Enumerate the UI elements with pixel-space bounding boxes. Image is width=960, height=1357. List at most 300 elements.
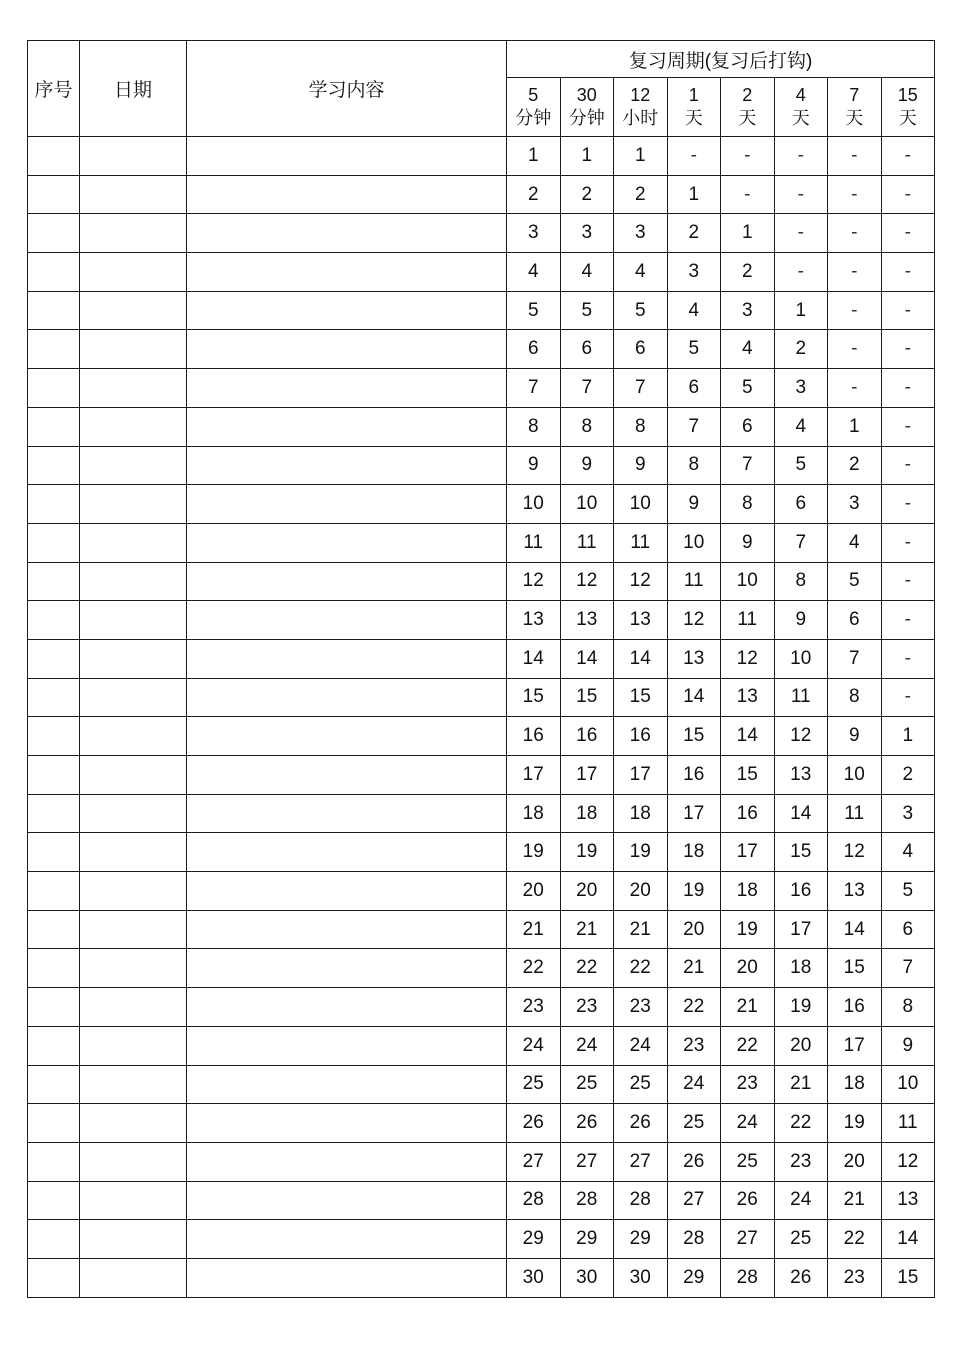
review-day-cell[interactable]: 15 bbox=[614, 678, 668, 717]
review-day-cell[interactable]: 21 bbox=[667, 949, 721, 988]
review-day-cell[interactable]: 4 bbox=[667, 291, 721, 330]
content-cell[interactable] bbox=[187, 253, 507, 292]
review-day-cell[interactable]: - bbox=[828, 291, 882, 330]
content-cell[interactable] bbox=[187, 291, 507, 330]
review-day-cell[interactable]: 21 bbox=[614, 910, 668, 949]
review-day-cell[interactable]: 2 bbox=[507, 175, 561, 214]
index-cell[interactable] bbox=[28, 1220, 80, 1259]
review-day-cell[interactable]: 22 bbox=[721, 1026, 775, 1065]
review-day-cell[interactable]: 3 bbox=[614, 214, 668, 253]
review-day-cell[interactable]: 11 bbox=[560, 523, 614, 562]
index-cell[interactable] bbox=[28, 523, 80, 562]
review-day-cell[interactable]: 2 bbox=[560, 175, 614, 214]
content-cell[interactable] bbox=[187, 639, 507, 678]
review-day-cell[interactable]: 21 bbox=[828, 1181, 882, 1220]
review-day-cell[interactable]: 10 bbox=[507, 485, 561, 524]
review-day-cell[interactable]: 1 bbox=[828, 407, 882, 446]
review-day-cell[interactable]: 14 bbox=[774, 794, 828, 833]
date-cell[interactable] bbox=[80, 949, 187, 988]
content-cell[interactable] bbox=[187, 1258, 507, 1297]
review-day-cell[interactable]: 14 bbox=[667, 678, 721, 717]
review-day-cell[interactable]: 24 bbox=[721, 1104, 775, 1143]
review-day-cell[interactable]: 27 bbox=[721, 1220, 775, 1259]
review-day-cell[interactable]: 9 bbox=[881, 1026, 935, 1065]
review-day-cell[interactable]: 20 bbox=[667, 910, 721, 949]
review-day-cell[interactable]: 4 bbox=[774, 407, 828, 446]
content-cell[interactable] bbox=[187, 1026, 507, 1065]
review-day-cell[interactable]: 17 bbox=[774, 910, 828, 949]
review-day-cell[interactable]: 5 bbox=[721, 369, 775, 408]
content-cell[interactable] bbox=[187, 523, 507, 562]
review-day-cell[interactable]: 3 bbox=[828, 485, 882, 524]
index-cell[interactable] bbox=[28, 639, 80, 678]
review-day-cell[interactable]: 11 bbox=[507, 523, 561, 562]
review-day-cell[interactable]: 22 bbox=[507, 949, 561, 988]
index-cell[interactable] bbox=[28, 1026, 80, 1065]
review-day-cell[interactable]: 6 bbox=[721, 407, 775, 446]
review-day-cell[interactable]: - bbox=[667, 137, 721, 176]
review-day-cell[interactable]: 13 bbox=[721, 678, 775, 717]
review-day-cell[interactable]: - bbox=[881, 330, 935, 369]
review-day-cell[interactable]: 2 bbox=[774, 330, 828, 369]
review-day-cell[interactable]: 9 bbox=[560, 446, 614, 485]
date-cell[interactable] bbox=[80, 1104, 187, 1143]
review-day-cell[interactable]: 26 bbox=[667, 1142, 721, 1181]
review-day-cell[interactable]: 20 bbox=[507, 872, 561, 911]
date-cell[interactable] bbox=[80, 330, 187, 369]
review-day-cell[interactable]: 26 bbox=[507, 1104, 561, 1143]
review-day-cell[interactable]: 8 bbox=[881, 988, 935, 1027]
content-cell[interactable] bbox=[187, 407, 507, 446]
content-cell[interactable] bbox=[187, 1142, 507, 1181]
review-day-cell[interactable]: 13 bbox=[667, 639, 721, 678]
review-day-cell[interactable]: - bbox=[881, 562, 935, 601]
date-cell[interactable] bbox=[80, 794, 187, 833]
review-day-cell[interactable]: 19 bbox=[507, 833, 561, 872]
review-day-cell[interactable]: 12 bbox=[614, 562, 668, 601]
review-day-cell[interactable]: 19 bbox=[774, 988, 828, 1027]
review-day-cell[interactable]: 28 bbox=[667, 1220, 721, 1259]
review-day-cell[interactable]: 11 bbox=[828, 794, 882, 833]
date-cell[interactable] bbox=[80, 833, 187, 872]
review-day-cell[interactable]: 5 bbox=[828, 562, 882, 601]
content-cell[interactable] bbox=[187, 872, 507, 911]
date-cell[interactable] bbox=[80, 1065, 187, 1104]
review-day-cell[interactable]: 19 bbox=[614, 833, 668, 872]
review-day-cell[interactable]: 4 bbox=[560, 253, 614, 292]
review-day-cell[interactable]: 6 bbox=[614, 330, 668, 369]
index-cell[interactable] bbox=[28, 1104, 80, 1143]
review-day-cell[interactable]: - bbox=[828, 253, 882, 292]
date-cell[interactable] bbox=[80, 1026, 187, 1065]
review-day-cell[interactable]: 22 bbox=[614, 949, 668, 988]
review-day-cell[interactable]: 8 bbox=[721, 485, 775, 524]
review-day-cell[interactable]: 15 bbox=[721, 756, 775, 795]
review-day-cell[interactable]: 12 bbox=[881, 1142, 935, 1181]
review-day-cell[interactable]: 10 bbox=[881, 1065, 935, 1104]
review-day-cell[interactable]: 17 bbox=[828, 1026, 882, 1065]
index-cell[interactable] bbox=[28, 717, 80, 756]
review-day-cell[interactable]: 1 bbox=[560, 137, 614, 176]
review-day-cell[interactable]: 15 bbox=[560, 678, 614, 717]
review-day-cell[interactable]: 11 bbox=[667, 562, 721, 601]
review-day-cell[interactable]: 13 bbox=[828, 872, 882, 911]
review-day-cell[interactable]: - bbox=[881, 137, 935, 176]
content-cell[interactable] bbox=[187, 717, 507, 756]
review-day-cell[interactable]: 27 bbox=[614, 1142, 668, 1181]
review-day-cell[interactable]: - bbox=[881, 175, 935, 214]
date-cell[interactable] bbox=[80, 717, 187, 756]
date-cell[interactable] bbox=[80, 639, 187, 678]
review-day-cell[interactable]: 8 bbox=[507, 407, 561, 446]
review-day-cell[interactable]: - bbox=[828, 214, 882, 253]
review-day-cell[interactable]: - bbox=[828, 175, 882, 214]
review-day-cell[interactable]: - bbox=[828, 137, 882, 176]
date-cell[interactable] bbox=[80, 1142, 187, 1181]
review-day-cell[interactable]: - bbox=[881, 601, 935, 640]
date-cell[interactable] bbox=[80, 1220, 187, 1259]
content-cell[interactable] bbox=[187, 485, 507, 524]
review-day-cell[interactable]: - bbox=[774, 137, 828, 176]
review-day-cell[interactable]: 8 bbox=[614, 407, 668, 446]
review-day-cell[interactable]: - bbox=[721, 175, 775, 214]
review-day-cell[interactable]: 1 bbox=[614, 137, 668, 176]
review-day-cell[interactable]: 9 bbox=[828, 717, 882, 756]
review-day-cell[interactable]: 29 bbox=[614, 1220, 668, 1259]
review-day-cell[interactable]: 7 bbox=[881, 949, 935, 988]
review-day-cell[interactable]: 25 bbox=[667, 1104, 721, 1143]
review-day-cell[interactable]: 16 bbox=[828, 988, 882, 1027]
review-day-cell[interactable]: 4 bbox=[828, 523, 882, 562]
index-cell[interactable] bbox=[28, 833, 80, 872]
review-day-cell[interactable]: 22 bbox=[560, 949, 614, 988]
review-day-cell[interactable]: 10 bbox=[614, 485, 668, 524]
review-day-cell[interactable]: 23 bbox=[667, 1026, 721, 1065]
index-cell[interactable] bbox=[28, 794, 80, 833]
review-day-cell[interactable]: 10 bbox=[667, 523, 721, 562]
review-day-cell[interactable]: 15 bbox=[774, 833, 828, 872]
date-cell[interactable] bbox=[80, 562, 187, 601]
review-day-cell[interactable]: 4 bbox=[721, 330, 775, 369]
review-day-cell[interactable]: 4 bbox=[881, 833, 935, 872]
review-day-cell[interactable]: 17 bbox=[614, 756, 668, 795]
index-cell[interactable] bbox=[28, 1258, 80, 1297]
index-cell[interactable] bbox=[28, 872, 80, 911]
date-cell[interactable] bbox=[80, 1181, 187, 1220]
review-day-cell[interactable]: 13 bbox=[614, 601, 668, 640]
index-cell[interactable] bbox=[28, 291, 80, 330]
review-day-cell[interactable]: 4 bbox=[614, 253, 668, 292]
review-day-cell[interactable]: 8 bbox=[774, 562, 828, 601]
date-cell[interactable] bbox=[80, 678, 187, 717]
review-day-cell[interactable]: 6 bbox=[828, 601, 882, 640]
date-cell[interactable] bbox=[80, 407, 187, 446]
review-day-cell[interactable]: 9 bbox=[507, 446, 561, 485]
review-day-cell[interactable]: 25 bbox=[774, 1220, 828, 1259]
review-day-cell[interactable]: 19 bbox=[560, 833, 614, 872]
review-day-cell[interactable]: 16 bbox=[774, 872, 828, 911]
review-day-cell[interactable]: 7 bbox=[560, 369, 614, 408]
content-cell[interactable] bbox=[187, 1220, 507, 1259]
date-cell[interactable] bbox=[80, 137, 187, 176]
review-day-cell[interactable]: 15 bbox=[881, 1258, 935, 1297]
review-day-cell[interactable]: 17 bbox=[721, 833, 775, 872]
review-day-cell[interactable]: 6 bbox=[881, 910, 935, 949]
review-day-cell[interactable]: 1 bbox=[507, 137, 561, 176]
review-day-cell[interactable]: - bbox=[881, 446, 935, 485]
index-cell[interactable] bbox=[28, 137, 80, 176]
date-cell[interactable] bbox=[80, 175, 187, 214]
review-day-cell[interactable]: 3 bbox=[881, 794, 935, 833]
review-day-cell[interactable]: 21 bbox=[507, 910, 561, 949]
review-day-cell[interactable]: 15 bbox=[507, 678, 561, 717]
review-day-cell[interactable]: 12 bbox=[560, 562, 614, 601]
review-day-cell[interactable]: 13 bbox=[881, 1181, 935, 1220]
review-day-cell[interactable]: 16 bbox=[667, 756, 721, 795]
review-day-cell[interactable]: 3 bbox=[774, 369, 828, 408]
review-day-cell[interactable]: - bbox=[881, 214, 935, 253]
review-day-cell[interactable]: 24 bbox=[507, 1026, 561, 1065]
review-day-cell[interactable]: 17 bbox=[667, 794, 721, 833]
date-cell[interactable] bbox=[80, 872, 187, 911]
review-day-cell[interactable]: 20 bbox=[828, 1142, 882, 1181]
index-cell[interactable] bbox=[28, 485, 80, 524]
review-day-cell[interactable]: 2 bbox=[667, 214, 721, 253]
review-day-cell[interactable]: 14 bbox=[881, 1220, 935, 1259]
review-day-cell[interactable]: - bbox=[881, 407, 935, 446]
index-cell[interactable] bbox=[28, 1142, 80, 1181]
review-day-cell[interactable]: 13 bbox=[560, 601, 614, 640]
review-day-cell[interactable]: 9 bbox=[721, 523, 775, 562]
review-day-cell[interactable]: 4 bbox=[507, 253, 561, 292]
review-day-cell[interactable]: 17 bbox=[560, 756, 614, 795]
review-day-cell[interactable]: 24 bbox=[667, 1065, 721, 1104]
review-day-cell[interactable]: 21 bbox=[721, 988, 775, 1027]
review-day-cell[interactable]: 25 bbox=[560, 1065, 614, 1104]
review-day-cell[interactable]: 10 bbox=[828, 756, 882, 795]
review-day-cell[interactable]: 11 bbox=[881, 1104, 935, 1143]
review-day-cell[interactable]: - bbox=[828, 330, 882, 369]
index-cell[interactable] bbox=[28, 756, 80, 795]
content-cell[interactable] bbox=[187, 214, 507, 253]
review-day-cell[interactable]: 20 bbox=[614, 872, 668, 911]
review-day-cell[interactable]: 20 bbox=[774, 1026, 828, 1065]
review-day-cell[interactable]: 28 bbox=[721, 1258, 775, 1297]
content-cell[interactable] bbox=[187, 756, 507, 795]
review-day-cell[interactable]: 18 bbox=[614, 794, 668, 833]
index-cell[interactable] bbox=[28, 910, 80, 949]
review-day-cell[interactable]: 24 bbox=[560, 1026, 614, 1065]
review-day-cell[interactable]: 11 bbox=[614, 523, 668, 562]
review-day-cell[interactable]: 23 bbox=[774, 1142, 828, 1181]
date-cell[interactable] bbox=[80, 1258, 187, 1297]
review-day-cell[interactable]: 14 bbox=[507, 639, 561, 678]
content-cell[interactable] bbox=[187, 988, 507, 1027]
review-day-cell[interactable]: 5 bbox=[774, 446, 828, 485]
review-day-cell[interactable]: 3 bbox=[560, 214, 614, 253]
review-day-cell[interactable]: 6 bbox=[507, 330, 561, 369]
review-day-cell[interactable]: - bbox=[881, 253, 935, 292]
index-cell[interactable] bbox=[28, 678, 80, 717]
review-day-cell[interactable]: 27 bbox=[667, 1181, 721, 1220]
content-cell[interactable] bbox=[187, 1181, 507, 1220]
index-cell[interactable] bbox=[28, 407, 80, 446]
index-cell[interactable] bbox=[28, 253, 80, 292]
index-cell[interactable] bbox=[28, 446, 80, 485]
review-day-cell[interactable]: 23 bbox=[721, 1065, 775, 1104]
review-day-cell[interactable]: 15 bbox=[828, 949, 882, 988]
content-cell[interactable] bbox=[187, 949, 507, 988]
review-day-cell[interactable]: - bbox=[881, 369, 935, 408]
review-day-cell[interactable]: - bbox=[881, 291, 935, 330]
date-cell[interactable] bbox=[80, 369, 187, 408]
content-cell[interactable] bbox=[187, 910, 507, 949]
review-day-cell[interactable]: 21 bbox=[560, 910, 614, 949]
review-day-cell[interactable]: 8 bbox=[828, 678, 882, 717]
review-day-cell[interactable]: 16 bbox=[507, 717, 561, 756]
index-cell[interactable] bbox=[28, 369, 80, 408]
review-day-cell[interactable]: 16 bbox=[721, 794, 775, 833]
review-day-cell[interactable]: 6 bbox=[774, 485, 828, 524]
content-cell[interactable] bbox=[187, 678, 507, 717]
review-day-cell[interactable]: 5 bbox=[614, 291, 668, 330]
content-cell[interactable] bbox=[187, 1065, 507, 1104]
review-day-cell[interactable]: 1 bbox=[881, 717, 935, 756]
review-day-cell[interactable]: 3 bbox=[721, 291, 775, 330]
review-day-cell[interactable]: 7 bbox=[614, 369, 668, 408]
review-day-cell[interactable]: 18 bbox=[507, 794, 561, 833]
review-day-cell[interactable]: 6 bbox=[667, 369, 721, 408]
index-cell[interactable] bbox=[28, 330, 80, 369]
review-day-cell[interactable]: - bbox=[881, 523, 935, 562]
review-day-cell[interactable]: 3 bbox=[507, 214, 561, 253]
review-day-cell[interactable]: 9 bbox=[614, 446, 668, 485]
review-day-cell[interactable]: 2 bbox=[721, 253, 775, 292]
content-cell[interactable] bbox=[187, 1104, 507, 1143]
review-day-cell[interactable]: 28 bbox=[560, 1181, 614, 1220]
review-day-cell[interactable]: 1 bbox=[774, 291, 828, 330]
content-cell[interactable] bbox=[187, 562, 507, 601]
date-cell[interactable] bbox=[80, 253, 187, 292]
review-day-cell[interactable]: - bbox=[881, 485, 935, 524]
review-day-cell[interactable]: 19 bbox=[667, 872, 721, 911]
review-day-cell[interactable]: 27 bbox=[560, 1142, 614, 1181]
review-day-cell[interactable]: 28 bbox=[614, 1181, 668, 1220]
review-day-cell[interactable]: 29 bbox=[507, 1220, 561, 1259]
review-day-cell[interactable]: - bbox=[774, 175, 828, 214]
review-day-cell[interactable]: 7 bbox=[507, 369, 561, 408]
review-day-cell[interactable]: - bbox=[881, 639, 935, 678]
review-day-cell[interactable]: 25 bbox=[721, 1142, 775, 1181]
review-day-cell[interactable]: 20 bbox=[721, 949, 775, 988]
review-day-cell[interactable]: 12 bbox=[507, 562, 561, 601]
review-day-cell[interactable]: 22 bbox=[667, 988, 721, 1027]
review-day-cell[interactable]: 30 bbox=[560, 1258, 614, 1297]
date-cell[interactable] bbox=[80, 988, 187, 1027]
review-day-cell[interactable]: 18 bbox=[828, 1065, 882, 1104]
content-cell[interactable] bbox=[187, 833, 507, 872]
review-day-cell[interactable]: - bbox=[721, 137, 775, 176]
review-day-cell[interactable]: 14 bbox=[614, 639, 668, 678]
review-day-cell[interactable]: 30 bbox=[614, 1258, 668, 1297]
content-cell[interactable] bbox=[187, 330, 507, 369]
review-day-cell[interactable]: 5 bbox=[560, 291, 614, 330]
review-day-cell[interactable]: 12 bbox=[667, 601, 721, 640]
review-day-cell[interactable]: 16 bbox=[560, 717, 614, 756]
content-cell[interactable] bbox=[187, 137, 507, 176]
review-day-cell[interactable]: 9 bbox=[774, 601, 828, 640]
review-day-cell[interactable]: 27 bbox=[507, 1142, 561, 1181]
date-cell[interactable] bbox=[80, 523, 187, 562]
index-cell[interactable] bbox=[28, 988, 80, 1027]
date-cell[interactable] bbox=[80, 214, 187, 253]
review-day-cell[interactable]: 24 bbox=[774, 1181, 828, 1220]
review-day-cell[interactable]: 18 bbox=[560, 794, 614, 833]
index-cell[interactable] bbox=[28, 601, 80, 640]
review-day-cell[interactable]: 21 bbox=[774, 1065, 828, 1104]
review-day-cell[interactable]: 26 bbox=[721, 1181, 775, 1220]
review-day-cell[interactable]: 14 bbox=[828, 910, 882, 949]
review-day-cell[interactable]: 22 bbox=[774, 1104, 828, 1143]
review-day-cell[interactable]: 26 bbox=[614, 1104, 668, 1143]
content-cell[interactable] bbox=[187, 601, 507, 640]
review-day-cell[interactable]: 6 bbox=[560, 330, 614, 369]
review-day-cell[interactable]: 10 bbox=[774, 639, 828, 678]
date-cell[interactable] bbox=[80, 485, 187, 524]
review-day-cell[interactable]: 8 bbox=[667, 446, 721, 485]
review-day-cell[interactable]: 13 bbox=[774, 756, 828, 795]
review-day-cell[interactable]: 24 bbox=[614, 1026, 668, 1065]
review-day-cell[interactable]: 23 bbox=[614, 988, 668, 1027]
review-day-cell[interactable]: 10 bbox=[721, 562, 775, 601]
review-day-cell[interactable]: - bbox=[881, 678, 935, 717]
content-cell[interactable] bbox=[187, 446, 507, 485]
review-day-cell[interactable]: 18 bbox=[774, 949, 828, 988]
review-day-cell[interactable]: - bbox=[774, 253, 828, 292]
review-day-cell[interactable]: 23 bbox=[560, 988, 614, 1027]
review-day-cell[interactable]: 11 bbox=[721, 601, 775, 640]
review-day-cell[interactable]: 2 bbox=[828, 446, 882, 485]
review-day-cell[interactable]: 7 bbox=[667, 407, 721, 446]
review-day-cell[interactable]: 29 bbox=[667, 1258, 721, 1297]
review-day-cell[interactable]: 5 bbox=[667, 330, 721, 369]
date-cell[interactable] bbox=[80, 601, 187, 640]
review-day-cell[interactable]: 11 bbox=[774, 678, 828, 717]
review-day-cell[interactable]: 1 bbox=[721, 214, 775, 253]
review-day-cell[interactable]: 9 bbox=[667, 485, 721, 524]
review-day-cell[interactable]: 13 bbox=[507, 601, 561, 640]
review-day-cell[interactable]: 2 bbox=[881, 756, 935, 795]
review-day-cell[interactable]: - bbox=[828, 369, 882, 408]
review-day-cell[interactable]: 25 bbox=[614, 1065, 668, 1104]
review-day-cell[interactable]: 14 bbox=[560, 639, 614, 678]
index-cell[interactable] bbox=[28, 214, 80, 253]
date-cell[interactable] bbox=[80, 756, 187, 795]
review-day-cell[interactable]: 23 bbox=[828, 1258, 882, 1297]
review-day-cell[interactable]: 1 bbox=[667, 175, 721, 214]
review-day-cell[interactable]: 2 bbox=[614, 175, 668, 214]
review-day-cell[interactable]: 8 bbox=[560, 407, 614, 446]
index-cell[interactable] bbox=[28, 1065, 80, 1104]
review-day-cell[interactable]: 29 bbox=[560, 1220, 614, 1259]
review-day-cell[interactable]: 12 bbox=[828, 833, 882, 872]
index-cell[interactable] bbox=[28, 949, 80, 988]
review-day-cell[interactable]: 12 bbox=[774, 717, 828, 756]
review-day-cell[interactable]: 15 bbox=[667, 717, 721, 756]
review-day-cell[interactable]: 5 bbox=[507, 291, 561, 330]
review-day-cell[interactable]: 17 bbox=[507, 756, 561, 795]
review-day-cell[interactable]: 23 bbox=[507, 988, 561, 1027]
